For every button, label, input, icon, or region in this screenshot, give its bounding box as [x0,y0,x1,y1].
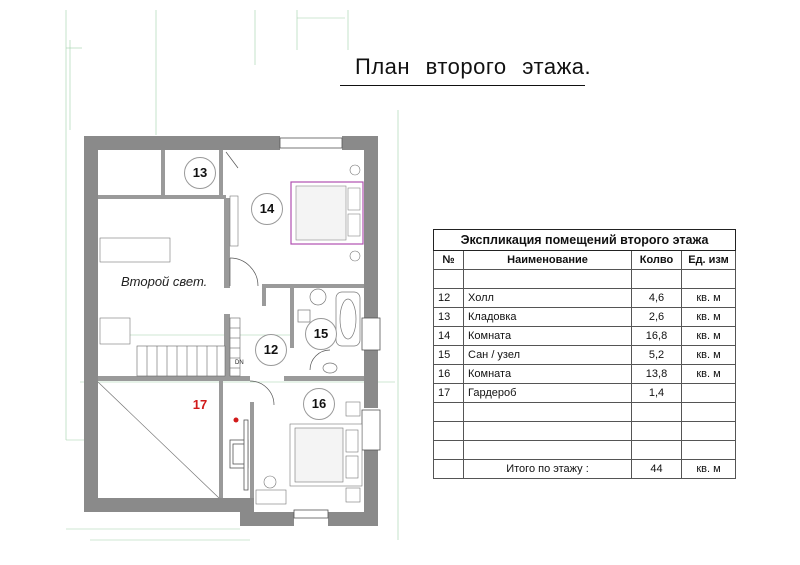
total-label: Итого по этажу : [464,460,632,479]
bed-room-14 [291,165,363,261]
table-spacer-row [434,270,736,289]
total-value: 44 [632,460,682,479]
cell-name: Гардероб [464,384,632,403]
header-num: № [434,251,464,270]
total-unit: кв. м [682,460,736,479]
cell-name: Комната [464,327,632,346]
table-row [434,327,736,346]
table-row [434,308,736,327]
table-empty-row [434,441,736,460]
cell-qty: 2,6 [632,308,682,327]
cell-unit: кв. м [682,327,736,346]
cell-name: Холл [464,289,632,308]
room-label-14: 14 [251,193,283,225]
cell-qty: 16,8 [632,327,682,346]
header-qty: Колво [632,251,682,270]
room-label-15: 15 [305,318,337,350]
double-height-label: Второй свет. [121,274,208,289]
cell-qty: 13,8 [632,365,682,384]
table-header-row [434,251,736,270]
cell-name: Сан / узел [464,346,632,365]
cell-num: 12 [434,289,464,308]
cell-name: Комната [464,365,632,384]
room-label-16: 16 [303,388,335,420]
cell-unit [682,384,736,403]
room-label-17: 17 [192,397,208,412]
cell-num: 15 [434,346,464,365]
cell-num: 17 [434,384,464,403]
bed-room-16 [256,402,362,504]
wardrobe-14 [230,196,238,246]
cell-unit: кв. м [682,346,736,365]
table-empty-row [434,422,736,441]
header-name: Наименование [464,251,632,270]
table-total-row [434,460,736,479]
title-underline [340,85,585,86]
cell-qty: 1,4 [632,384,682,403]
double-height-void [100,238,170,344]
cell-num: 16 [434,365,464,384]
wardrobe-room-17 [230,420,248,490]
table-row [434,346,736,365]
cell-unit: кв. м [682,289,736,308]
page-title: План второго этажа. [355,54,592,79]
header-unit: Ед. изм [682,251,736,270]
cell-unit: кв. м [682,365,736,384]
table-empty-row [434,403,736,422]
room-explication-table [433,229,736,479]
stair-direction-label: DN [235,360,244,366]
table-row [434,384,736,403]
cell-qty: 4,6 [632,289,682,308]
room-label-12: 12 [255,334,287,366]
red-marker [234,418,239,423]
cell-num: 13 [434,308,464,327]
cell-qty: 5,2 [632,346,682,365]
table-row [434,365,736,384]
table-row [434,289,736,308]
room-label-13: 13 [184,157,216,189]
cell-name: Кладовка [464,308,632,327]
cell-unit: кв. м [682,308,736,327]
table-caption: Экспликация помещений второго этажа [434,230,736,251]
cell-num: 14 [434,327,464,346]
